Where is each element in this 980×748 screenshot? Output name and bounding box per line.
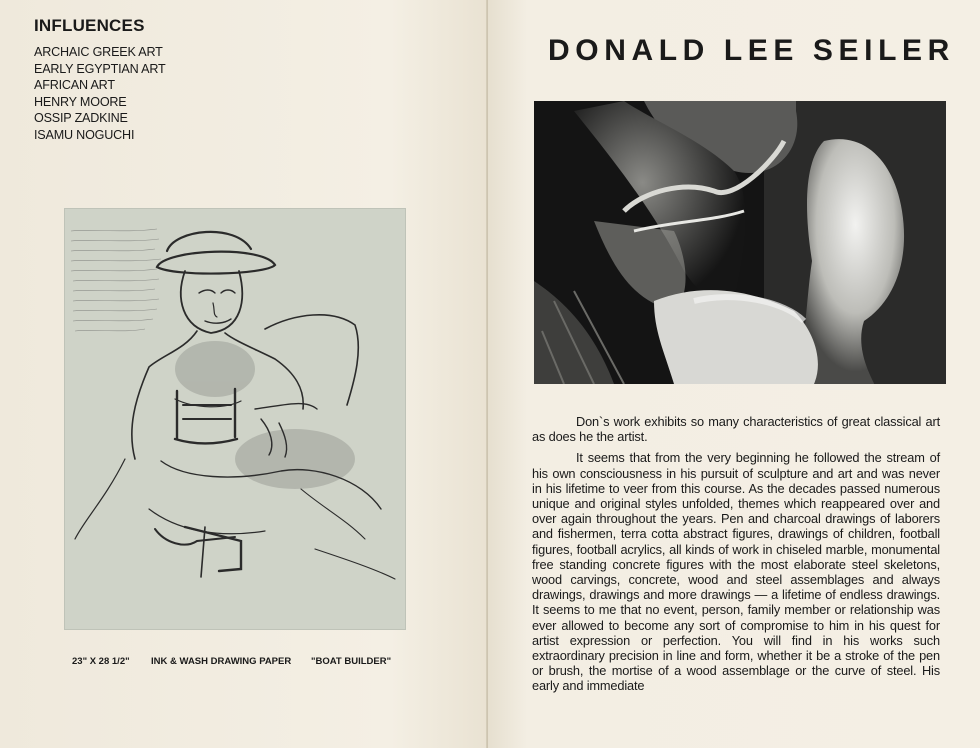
artwork-title-caption: "BOAT BUILDER" — [311, 656, 392, 667]
artist-photo — [534, 101, 946, 384]
boat-builder-drawing — [64, 208, 406, 630]
artist-with-sculpture-photo — [534, 101, 946, 384]
influences-list — [34, 44, 165, 144]
boat-builder-sketch-illustration — [65, 209, 405, 629]
left-page — [0, 0, 488, 748]
biography-paragraph-main: It seems that from the very beginning he followed the stream of his own consciousness in his pursuit of sculpture and art and was never in his lifetime to veer from this course. As the decades passed numerous unique and original styles unfolded, themes which reappeared over and over again throughout the years. Pen and charcoal drawings of laborers and fishermen, terra cotta abstract figures, drawings of children, football figures, football acrylics, all kinds of work in chiseled marble, monumental free standing concrete figures with the most elaborate steel skeletons, wood carvings, concrete, wood and steel assemblages and always drawings, drawings and more drawings — a lifetime of endless drawings. It seems to me that no event, person, family member or relationship was ever allowed to become any sort of compromise to him in his quest for artist expression or perfection. You will find in his works such extraordinary precision in line and form, whether it be a stroke of the pen or brush, the mortise of a wood assemblage or the curve of steel. His early and immediate — [532, 450, 940, 694]
artwork-size-caption: 23" X 28 1/2" — [72, 656, 130, 667]
influence-item: ISAMU NOGUCHI — [34, 127, 135, 142]
influence-item: AFRICAN ART — [34, 78, 115, 93]
influence-item: EARLY EGYPTIAN ART — [34, 61, 166, 76]
artist-name-heading: DONALD LEE SEILER — [548, 34, 955, 67]
influence-item: ARCHAIC GREEK ART — [34, 45, 163, 59]
influences-heading: INFLUENCES — [34, 16, 145, 35]
biography-paragraph-intro: Don`s work exhibits so many characteristics of great classical art as does he the artist. — [532, 414, 940, 445]
influence-item: HENRY MOORE — [34, 94, 127, 109]
influence-item: OSSIP ZADKINE — [34, 111, 128, 126]
artwork-medium-caption: INK & WASH DRAWING PAPER — [151, 656, 292, 667]
artist-biography — [532, 414, 940, 700]
